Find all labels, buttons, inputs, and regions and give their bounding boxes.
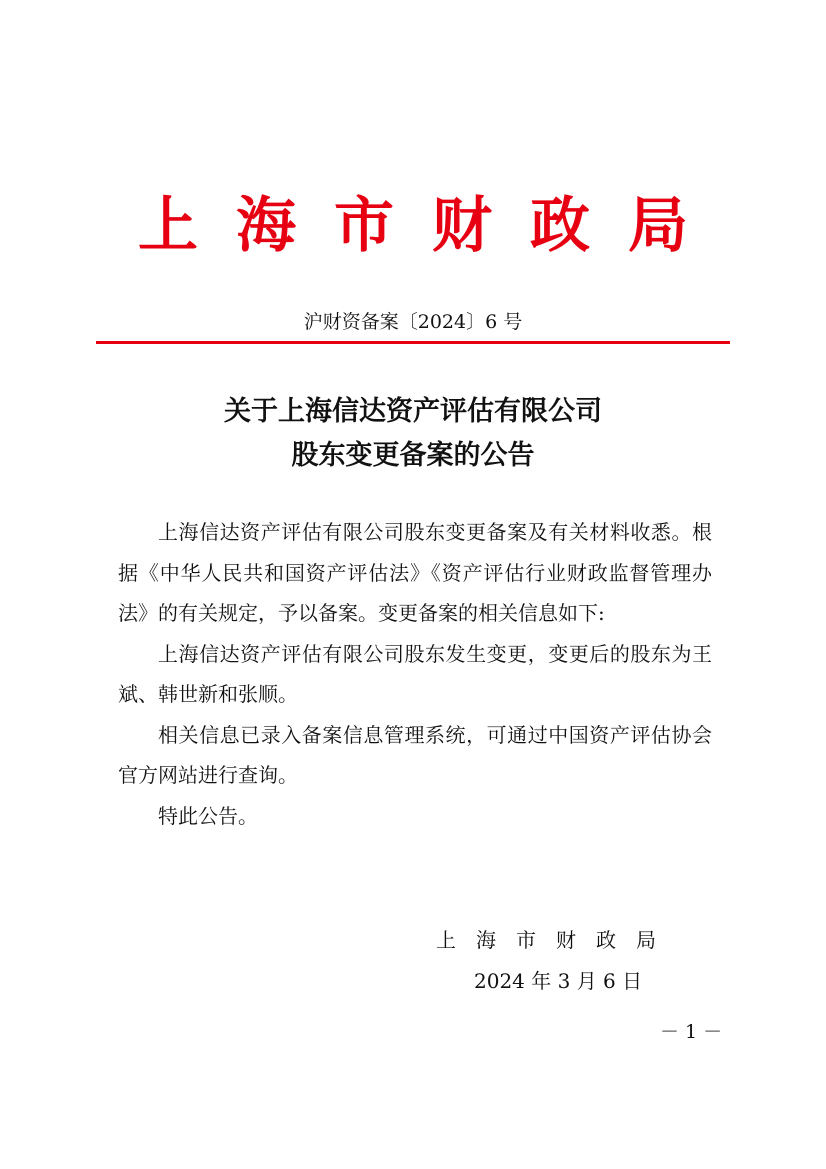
document-title-line-2: 股东变更备案的公告	[291, 440, 535, 471]
red-divider-line	[96, 341, 730, 344]
issuing-authority-masthead: 上海市财政局	[138, 191, 726, 261]
body-paragraph: 特此公告。	[158, 803, 258, 828]
signature-authority: 上海市财政局	[436, 928, 676, 952]
body-paragraph: 上海信达资产评估有限公司股东变更备案及有关材料收悉。根据《中华人民共和国资产评估法》《资产评估行业财政监督管理办法》的有关规定，予以备案。变更备案的相关信息如下:	[118, 520, 712, 625]
body-paragraph: 相关信息已录入备案信息管理系统，可通过中国资产评估协会官方网站进行查询。	[118, 722, 712, 787]
body-paragraph: 上海信达资产评估有限公司股东发生变更，变更后的股东为王斌、韩世新和张顺。	[118, 641, 712, 706]
issue-date: 2024 年 3 月 6 日	[474, 969, 643, 993]
document-number: 沪财资备案〔2024〕6 号	[303, 311, 523, 333]
page-number: － 1 －	[660, 1021, 723, 1043]
document-title-line-1: 关于上海信达资产评估有限公司	[224, 396, 602, 427]
document-body	[118, 512, 712, 836]
